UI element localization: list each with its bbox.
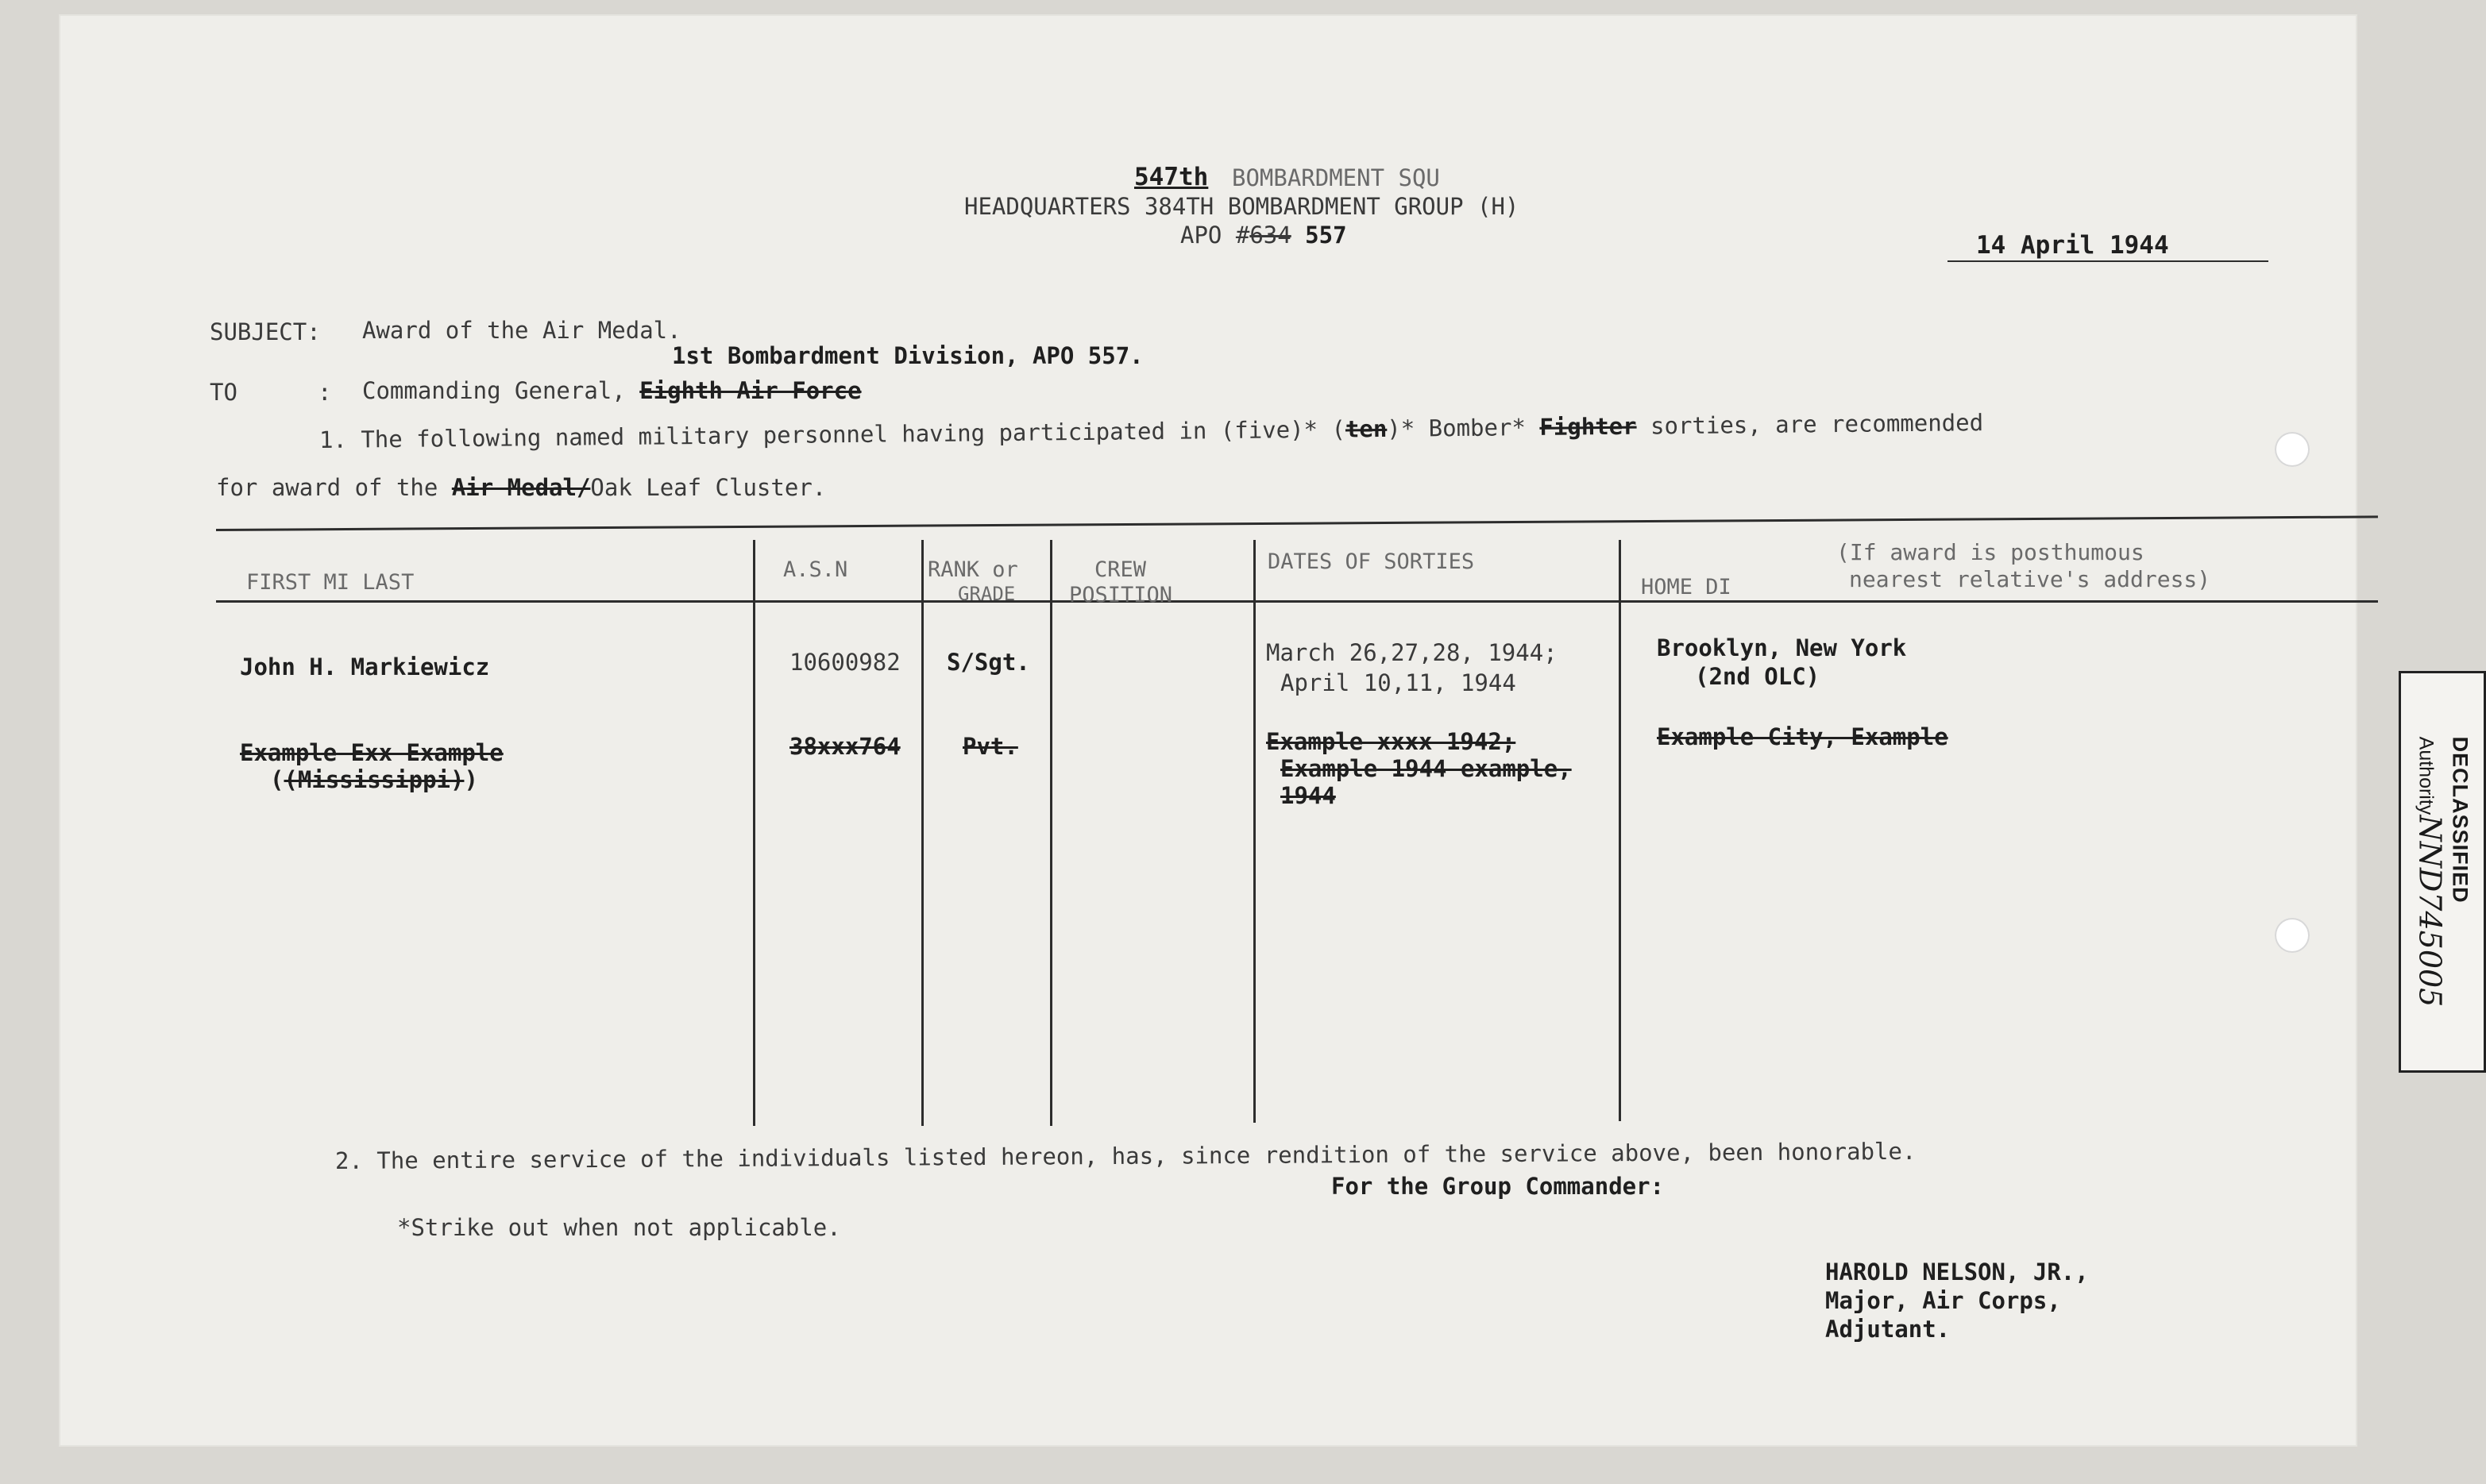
header-asn: A.S.N <box>783 557 848 582</box>
para1-text-d: for award of the <box>216 474 452 501</box>
row1-name: John H. Markiewicz <box>240 653 490 680</box>
para1-line1 <box>319 411 1983 452</box>
header-rank-2: GRADE <box>958 583 1016 605</box>
header-note-2: nearest relative's address) <box>1849 566 2211 592</box>
para1-struck-airmedal: Air Medal/ <box>451 474 591 501</box>
signature-role: Adjutant. <box>1825 1316 1951 1343</box>
table-col-sep-5 <box>1619 540 1621 1121</box>
stamp-title: DECLASSIFIED <box>2448 736 2472 904</box>
row2-name: Example Exx Example <box>240 739 504 766</box>
header-crew-1: CREW <box>1094 557 1147 582</box>
apo-number: 557 <box>1305 222 1347 249</box>
para1-line2 <box>216 476 826 499</box>
punch-hole-bottom <box>2275 918 2310 953</box>
stamp-authority <box>2413 737 2448 1008</box>
row2-dates-3: 1944 <box>1280 782 1336 809</box>
table-top-rule <box>216 515 2378 531</box>
stamp-authority-value: NND745005 <box>2412 815 2448 1008</box>
squadron-line: BOMBARDMENT SQU <box>1232 164 1440 191</box>
para1-struck-fighter: Fighter <box>1539 412 1637 441</box>
para1-text-e: Oak Leaf Cluster. <box>590 474 827 501</box>
header-note-1: (If award is posthumous <box>1836 539 2144 565</box>
table-col-sep-1 <box>753 540 755 1126</box>
apo-line <box>1180 224 1347 247</box>
signature-title: Major, Air Corps, <box>1825 1287 2061 1314</box>
header-crew-2: POSITION <box>1069 583 1173 607</box>
header-dates: DATES OF SORTIES <box>1268 549 1475 574</box>
stamp-authority-label: Authority <box>2415 736 2438 815</box>
para1-struck-ten: ten <box>1345 414 1388 443</box>
row2-rank: Pvt. <box>963 733 1018 760</box>
apo-struck: 634 <box>1249 222 1291 249</box>
para1-text-c: sorties, are recommended <box>1636 409 1984 440</box>
para2-text: 2. The entire service of the individuals listed hereon, has, since rendition of the service above, been honorable. <box>334 1137 1917 1174</box>
date-underline <box>1947 260 2268 262</box>
row1-home-2: (2nd OLC) <box>1695 663 1820 690</box>
table-col-sep-2 <box>921 540 924 1126</box>
punch-hole-top <box>2275 432 2310 467</box>
declassified-stamp <box>2399 671 2486 1073</box>
row1-home-1: Brooklyn, New York <box>1657 634 1907 661</box>
row2-name-sub: (Mississippi) <box>284 766 465 793</box>
document-page <box>60 16 2356 1445</box>
to-line <box>362 377 862 404</box>
headquarters-line: HEADQUARTERS 384TH BOMBARDMENT GROUP (H) <box>964 193 1519 220</box>
row1-rank: S/Sgt. <box>947 649 1030 676</box>
row2-asn: 38xxx764 <box>789 733 901 760</box>
to-text: Commanding General, <box>362 377 626 404</box>
row2-name-sub-wrap: ((Mississippi)) <box>270 766 478 793</box>
table-col-sep-3 <box>1050 540 1052 1126</box>
to-struck: Eighth Air Force <box>639 377 862 404</box>
group-commander-line: For the Group Commander: <box>1331 1173 1665 1200</box>
to-colon: : <box>318 379 332 406</box>
row1-asn: 10600982 <box>789 649 901 676</box>
para1-text-a: 1. The following named military personnel having participated in (five)* ( <box>318 415 1346 453</box>
subject-label: SUBJECT: <box>210 318 321 345</box>
to-insert: 1st Bombardment Division, APO 557. <box>672 342 1144 369</box>
table-col-sep-4 <box>1253 540 1256 1123</box>
header-name: FIRST MI LAST <box>246 570 415 595</box>
strike-note: *Strike out when not applicable. <box>397 1214 841 1241</box>
to-label: TO <box>210 379 237 406</box>
table-header-rule <box>216 600 2378 603</box>
para1-text-b: )* Bomber* <box>1387 413 1540 442</box>
stamp-content <box>2413 737 2472 1008</box>
subject-text: Award of the Air Medal. <box>362 317 681 344</box>
row2-home: Example City, Example <box>1657 723 1948 750</box>
squadron-number: 547th <box>1134 163 1209 191</box>
signature-name: HAROLD NELSON, JR., <box>1825 1259 2089 1285</box>
row2-dates-2: Example 1944 example, <box>1280 755 1572 782</box>
apo-prefix: APO # <box>1180 222 1250 249</box>
row1-dates-1: March 26,27,28, 1944; <box>1266 639 1558 666</box>
row2-dates-1: Example xxxx 1942; <box>1266 728 1516 755</box>
document-date: 14 April 1944 <box>1976 231 2169 260</box>
row1-dates-2: April 10,11, 1944 <box>1280 669 1516 696</box>
header-home: HOME DI <box>1641 575 1731 599</box>
header-rank-1: RANK or <box>928 557 1018 582</box>
